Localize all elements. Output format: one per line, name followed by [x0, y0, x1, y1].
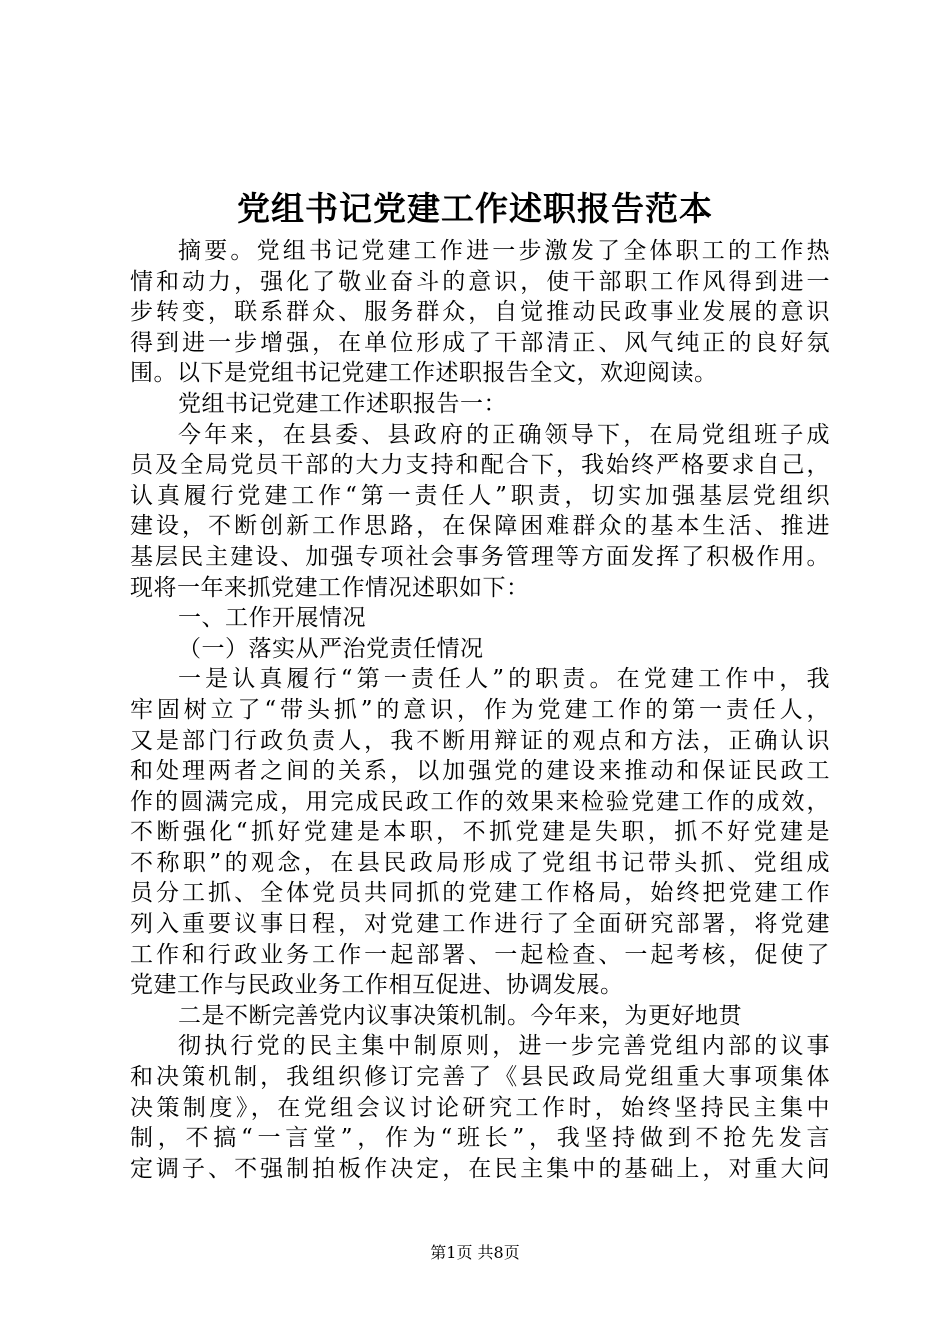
section-heading: 一、工作开展情况 [178, 605, 366, 632]
text-line: 一是认真履行“第一责任人”的职责。在党建工作中，我 [178, 666, 830, 693]
text-line: 决策制度》，在党组会议讨论研究工作时，始终坚持民主集中 [130, 1094, 830, 1121]
text-line: 步转变，联系群众、服务群众，自觉推动民政事业发展的意识 [130, 299, 830, 326]
text-line: 定调子、不强制拍板作决定，在民主集中的基础上，对重大问 [130, 1155, 830, 1182]
text-line: 彻执行党的民主集中制原则，进一步完善党组内部的议事 [178, 1033, 830, 1060]
subsection-heading: （一）落实从严治党责任情况 [178, 635, 484, 662]
text-line: 得到进一步增强，在单位形成了干部清正、风气纯正的良好氛 [130, 329, 830, 356]
text-line: 基层民主建设、加强专项社会事务管理等方面发挥了积极作用。 [130, 543, 830, 570]
text-line: 不称职”的观念，在县民政局形成了党组书记带头抓、党组成 [130, 849, 830, 876]
text-line: 二是不断完善党内议事决策机制。今年来，为更好地贯 [178, 1002, 742, 1029]
text-line: 党建工作与民政业务工作相互促进、协调发展。 [130, 972, 624, 999]
text-line: 建设，不断创新工作思路，在保障困难群众的基本生活、推进 [130, 513, 830, 540]
text-line: 列入重要议事日程，对党建工作进行了全面研究部署，将党建 [130, 911, 830, 938]
document-body [130, 236, 830, 1184]
text-line: 认真履行党建工作“第一责任人”职责，切实加强基层党组织 [130, 482, 830, 509]
text-line: 牢固树立了“带头抓”的意识，作为党建工作的第一责任人， [130, 696, 830, 723]
text-line: 员及全局党员干部的大力支持和配合下，我始终严格要求自己， [130, 452, 830, 479]
text-line: 摘要。党组书记党建工作进一步激发了全体职工的工作热 [178, 238, 830, 264]
text-line: 围。以下是党组书记党建工作述职报告全文，欢迎阅读。 [130, 360, 718, 387]
text-line: 和处理两者之间的关系，以加强党的建设来推动和保证民政工 [130, 758, 830, 785]
text-line: 作的圆满完成，用完成民政工作的效果来检验党建工作的成效， [130, 788, 830, 815]
text-line: 今年来，在县委、县政府的正确领导下，在局党组班子成 [178, 421, 830, 448]
text-line: 员分工抓、全体党员共同抓的党建工作格局，始终把党建工作 [130, 880, 830, 907]
text-line: 工作和行政业务工作一起部署、一起检查、一起考核，促使了 [130, 941, 830, 968]
page-footer: 第1页 共8页 [430, 1243, 520, 1262]
text-line: 又是部门行政负责人，我不断用辩证的观点和方法，正确认识 [130, 727, 830, 754]
document-title: 党组书记党建工作述职报告范本 [237, 189, 713, 228]
text-line: 情和动力，强化了敬业奋斗的意识，使干部职工作风得到进一 [130, 268, 830, 295]
section-heading: 党组书记党建工作述职报告一： [178, 390, 507, 417]
text-line: 不断强化“抓好党建是本职，不抓党建是失职，抓不好党建是 [130, 819, 830, 846]
text-line: 制，不搞“一言堂”，作为“班长”，我坚持做到不抢先发言 [130, 1125, 830, 1152]
text-line: 和决策机制，我组织修订完善了《县民政局党组重大事项集体 [130, 1064, 830, 1091]
text-line: 现将一年来抓党建工作情况述职如下： [130, 574, 530, 601]
